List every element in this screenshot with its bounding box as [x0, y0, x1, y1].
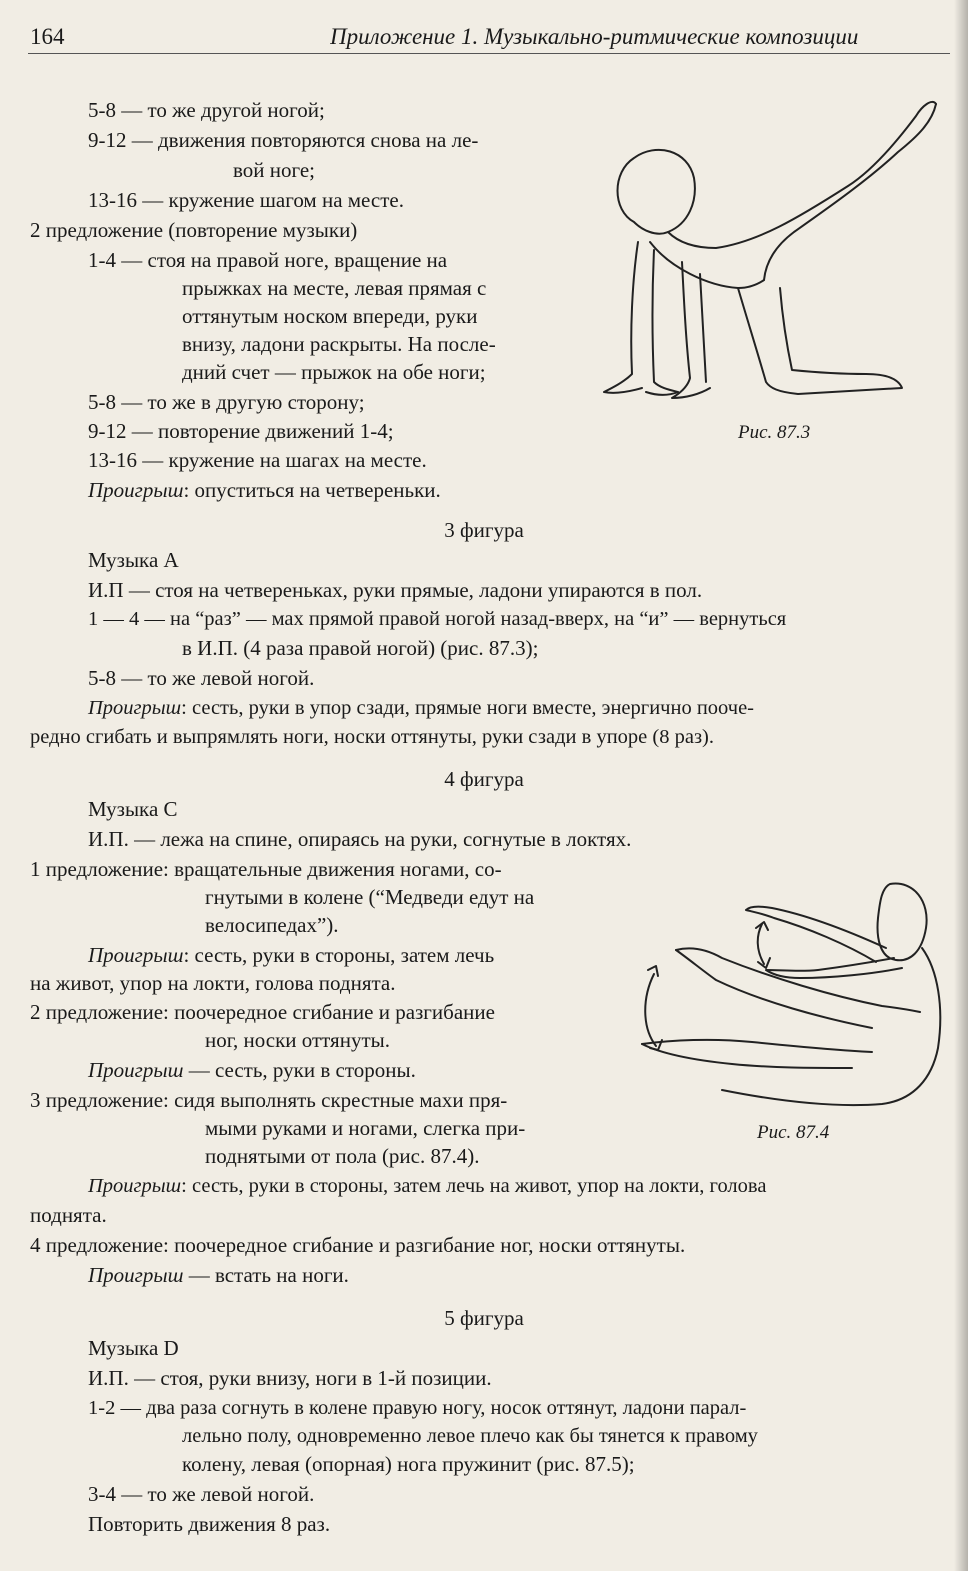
text-line: редно сгибать и выпрямлять ноги, носки оттянуты, руки сзади в упоре (8 раз). [30, 726, 714, 748]
text-line: И.П. — стоя, руки внизу, ноги в 1-й позиции. [88, 1366, 492, 1390]
text-line: прыжках на месте, левая прямая с [182, 276, 487, 300]
text-line: 1 — 4 — на “раз” — мах прямой правой ногой назад-вверх, на “и” — вернуться [88, 608, 787, 630]
interlude-label: Проигрыш [88, 478, 184, 502]
sitting-scissors-figure-icon [632, 878, 948, 1110]
text-line: 9-12 — движения повторяются снова на ле- [88, 128, 479, 152]
text-line: 5-8 — то же в другую сторону; [88, 390, 365, 414]
interlude-label: Проигрыш [88, 943, 184, 967]
text-line [88, 694, 754, 723]
page-number: 164 [30, 24, 65, 49]
text-line: мыми руками и ногами, слегка при- [205, 1116, 526, 1140]
text-line: И.П — стоя на четвереньках, руки прямые, ладони упираются в пол. [88, 578, 703, 602]
running-title: Приложение 1. Музыкально-ритмические композиции [330, 24, 859, 49]
text-line: 4 предложение: поочередное сгибание и разгибание ног, носки оттянуты. [30, 1233, 686, 1257]
text-line: Музыка D [88, 1336, 179, 1360]
text-line: лельно полу, одновременно левое плечо как бы тянется к правому [182, 1425, 758, 1447]
text-line: И.П. — лежа на спине, опираясь на руки, согнутые в локтях. [88, 827, 632, 851]
text-line: 2 предложение (повторение музыки) [30, 218, 358, 242]
text-line: 1 предложение: вращательные движения ногами, со- [30, 857, 502, 881]
interlude-label: Проигрыш [88, 1175, 182, 1197]
text-line: 13-16 — кружение шагом на месте. [88, 188, 404, 212]
text-line [88, 1172, 766, 1201]
text-line [88, 476, 441, 505]
interlude-text: : сесть, руки в упор сзади, прямые ноги вместе, энергично пооче- [181, 697, 754, 719]
text-line: Музыка С [88, 797, 178, 821]
text-line: 13-16 — кружение на шагах на месте. [88, 448, 427, 472]
figure-caption: Рис. 87.3 [738, 422, 811, 443]
text-line: оттянутым носком впереди, руки [182, 304, 478, 328]
text-line: 5-8 — то же другой ногой; [88, 98, 325, 122]
section-heading: 3 фигура [444, 518, 524, 542]
interlude-label: Проигрыш [88, 1263, 184, 1287]
page-edge-shadow [954, 0, 968, 1571]
section-heading: 4 фигура [444, 767, 524, 791]
text-line: на живот, упор на локти, голова поднята. [30, 971, 396, 995]
text-line: 3-4 — то же левой ногой. [88, 1482, 315, 1506]
text-line: поднята. [30, 1203, 107, 1227]
text-line: велосипедах”). [205, 913, 339, 937]
text-line: дний счет — прыжок на обе ноги; [182, 360, 486, 384]
text-line: Музыка А [88, 548, 179, 572]
text-line: 1-4 — стоя на правой ноге, вращение на [88, 248, 448, 272]
figure-caption: Рис. 87.4 [757, 1122, 830, 1143]
text-line: поднятыми от пола (рис. 87.4). [205, 1144, 480, 1168]
text-line [88, 1261, 349, 1290]
text-line: гнутыми в колене (“Медведи едут на [205, 885, 535, 909]
text-line: вой ноге; [233, 158, 315, 182]
interlude-text: — встать на ноги. [183, 1263, 349, 1287]
text-line: 2 предложение: поочередное сгибание и разгибание [30, 1000, 495, 1024]
interlude-text: — сесть, руки в стороны. [183, 1058, 416, 1082]
text-line: 3 предложение: сидя выполнять скрестные махи пря- [30, 1088, 508, 1112]
text-line: Повторить движения 8 раз. [88, 1512, 331, 1536]
text-line: в И.П. (4 раза правой ногой) (рис. 87.3); [182, 636, 539, 660]
text-line [88, 941, 494, 970]
interlude-text: : опуститься на четвереньки. [183, 478, 441, 502]
header-rule [28, 53, 950, 54]
section-heading: 5 фигура [444, 1306, 524, 1330]
text-line [88, 1056, 416, 1085]
interlude-label: Проигрыш [88, 1058, 184, 1082]
text-line: 5-8 — то же левой ногой. [88, 666, 315, 690]
interlude-text: : сесть, руки в стороны, затем лечь на живот, упор на локти, голова [181, 1175, 767, 1197]
text-line: внизу, ладони раскрыты. На после- [182, 332, 496, 356]
text-line: 9-12 — повторение движений 1-4; [88, 419, 394, 443]
kneeling-leg-lift-figure-icon [598, 92, 943, 410]
text-line: колену, левая (опорная) нога пружинит (рис. 87.5); [182, 1452, 635, 1476]
interlude-label: Проигрыш [88, 697, 182, 719]
text-line: 1-2 — два раза согнуть в колене правую ногу, носок оттянут, ладони парал- [88, 1397, 747, 1419]
text-line: ног, носки оттянуты. [205, 1028, 390, 1052]
interlude-text: : сесть, руки в стороны, затем лечь [183, 943, 495, 967]
